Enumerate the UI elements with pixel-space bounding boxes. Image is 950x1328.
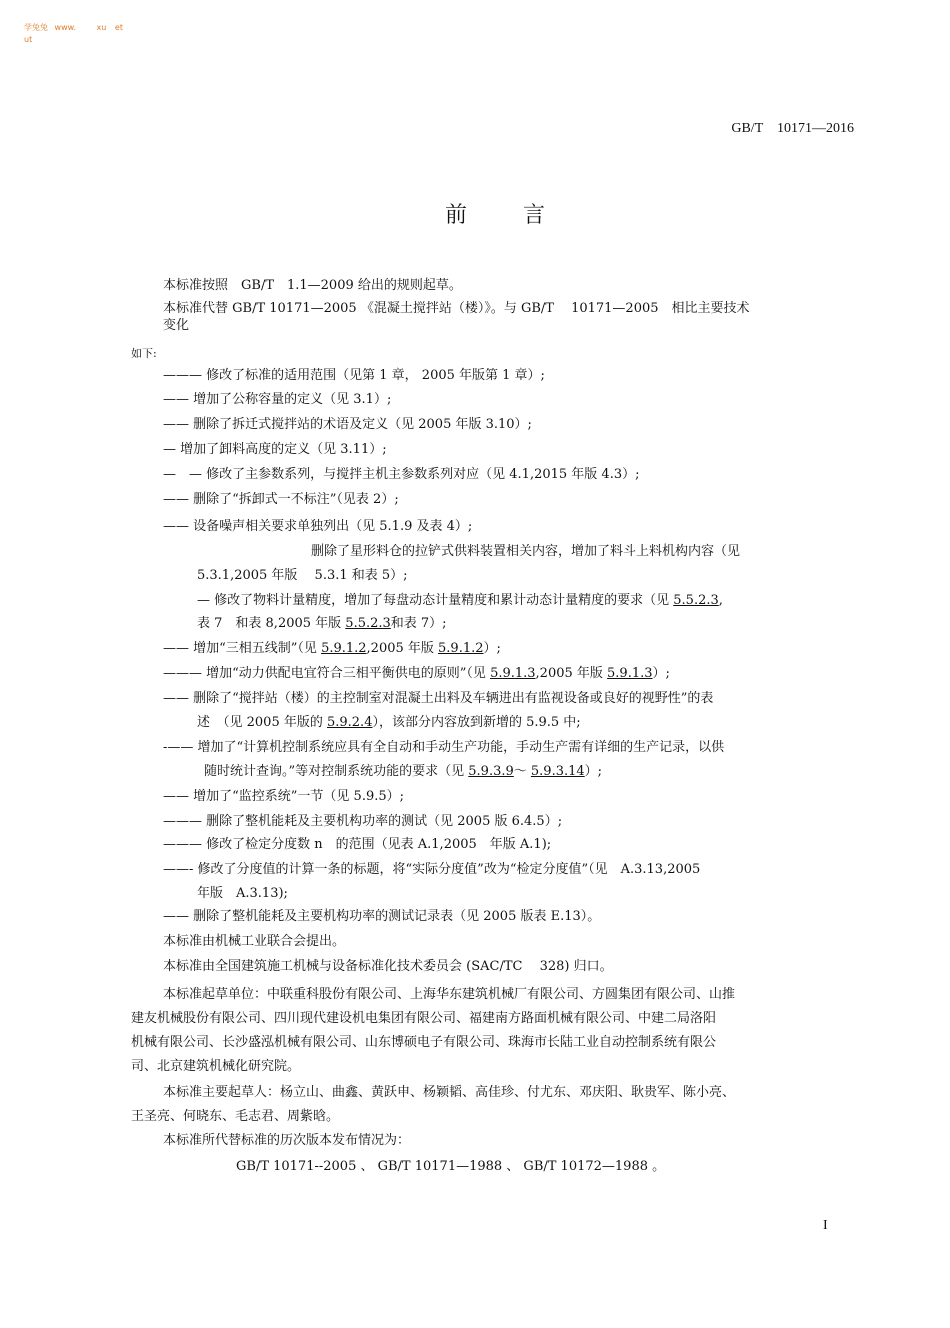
paragraph-drafters: 本标准主要起草人：杨立山、曲鑫、黄跃申、杨颖韬、高佳珍、付尤东、邓庆阳、耿贵军、陈小亮、 xyxy=(163,1085,736,1100)
watermark-url-part: xu xyxy=(96,23,107,32)
change-item-cont xyxy=(197,714,581,731)
paragraph-history-editions: GB/T 10171--2005 、 GB/T 10171—1988 、 GB/T 10172—1988 。 xyxy=(236,1159,666,1174)
change-text: ）; xyxy=(584,764,603,779)
clause-reference: 5.9.1.3 xyxy=(490,666,536,681)
change-text: ,2005 年版 xyxy=(366,641,439,656)
change-item: ——- 修改了分度值的计算一条的标题，将“实际分度值”改为“检定分度值”（见 A.3.13,2005 xyxy=(163,862,701,877)
change-text: 和表 7）; xyxy=(390,616,447,631)
change-item-cont: 年版 A.3.13); xyxy=(197,886,288,901)
paragraph-replaces: 本标准代替 GB/T 10171—2005 《混凝土搅拌站（楼）》。与 GB/T 10171—2005 相比主要技术 xyxy=(163,301,750,316)
document-code: GB/T 10171—2016 xyxy=(731,121,854,136)
clause-reference: 5.9.3.9 xyxy=(468,764,514,779)
change-item-cont xyxy=(197,615,447,632)
change-item: —— 删除了“搅拌站（楼）的主控制室对混凝土出料及车辆进出有监视设备或良好的视野性”的表 xyxy=(163,691,714,706)
clause-reference: 5.5.2.3 xyxy=(673,593,719,608)
change-text: 述 （见 2005 年版的 xyxy=(197,715,327,730)
clause-reference: 5.9.2.4 xyxy=(326,715,373,730)
page-number: I xyxy=(823,1218,828,1233)
change-item xyxy=(163,665,670,682)
watermark-url-part: ut xyxy=(24,35,33,44)
change-item-cont xyxy=(204,763,602,780)
clause-reference: 5.9.1.3 xyxy=(607,666,653,681)
change-item xyxy=(163,640,501,657)
change-item: — — 修改了主参数系列，与搅拌主机主参数系列对应（见 4.1,2015 年版 4.3）; xyxy=(163,467,640,482)
change-item: — 增加了卸料高度的定义（见 3.11）; xyxy=(163,442,387,457)
page-title xyxy=(445,198,545,229)
change-item: ——— 删除了整机能耗及主要机构功率的测试（见 2005 版 6.4.5）; xyxy=(163,814,563,829)
paragraph-as-follows: 如下: xyxy=(131,347,157,360)
change-text: ），该部分内容放到新增的 5.9.5 中; xyxy=(372,715,581,730)
watermark-brand: 学兔兔 xyxy=(24,23,48,32)
change-item-cont: 5.3.1,2005 年版 5.3.1 和表 5）; xyxy=(197,568,408,583)
change-item: —— 删除了“拆卸式一不标注”（见表 2）; xyxy=(163,492,399,507)
watermark xyxy=(24,22,123,33)
change-item: —— 删除了拆迁式搅拌站的术语及定义（见 2005 年版 3.10）; xyxy=(163,417,532,432)
change-item: ——— 修改了检定分度数 n 的范围（见表 A.1,2005 年版 A.1); xyxy=(163,837,552,852)
clause-reference: 5.9.1.2 xyxy=(321,641,367,656)
watermark-url-part: www. xyxy=(54,23,76,32)
paragraph-history: 本标准所代替标准的历次版本发布情况为： xyxy=(163,1133,411,1148)
change-text: 随时统计查询。”等对控制系统功能的要求（见 xyxy=(204,764,469,779)
change-item xyxy=(197,592,723,609)
paragraph-replaces-cont: 变化 xyxy=(163,318,190,333)
change-item: —— 增加了公称容量的定义（见 3.1）; xyxy=(163,392,392,407)
change-text: ,2005 年版 xyxy=(535,666,608,681)
paragraph-drafting-units-cont: 建友机械股份有限公司、四川现代建设机电集团有限公司、福建南方路面机械有限公司、中建二局洛阳 xyxy=(131,1011,717,1026)
title-char: 言 xyxy=(523,203,546,228)
change-text: ～ xyxy=(513,764,531,779)
change-text: , xyxy=(718,593,723,608)
paragraph-drafters-cont: 王圣亮、何晓东、毛志君、周紫晗。 xyxy=(131,1109,340,1124)
clause-reference: 5.9.3.14 xyxy=(530,764,585,779)
clause-reference: 5.9.1.2 xyxy=(438,641,484,656)
change-text: ）; xyxy=(652,666,670,681)
change-text: ——— 增加“动力供配电宜符合三相平衡供电的原则”（见 xyxy=(163,666,491,681)
watermark-url-part: et xyxy=(114,23,123,32)
paragraph-drafting-units-cont: 司、北京建筑机械化研究院。 xyxy=(131,1059,301,1074)
change-item: —— 设备噪声相关要求单独列出（见 5.1.9 及表 4）; xyxy=(163,519,473,534)
paragraph-drafting-units-cont: 机械有限公司、长沙盛泓机械有限公司、山东博硕电子有限公司、珠海市长陆工业自动控制系统有限公 xyxy=(131,1035,717,1050)
paragraph-drafting-rules: 本标准按照 GB/T 1.1—2009 给出的规则起草。 xyxy=(163,278,462,293)
paragraph-centralized-by: 本标准由全国建筑施工机械与设备标准化技术委员会 (SAC/TC 328) 归口。 xyxy=(163,959,613,974)
paragraph-proposed-by: 本标准由机械工业联合会提出。 xyxy=(163,934,346,949)
change-text: 表 7 和表 8,2005 年版 xyxy=(197,616,346,631)
change-item: ——— 修改了标准的适用范围（见第 1 章， 2005 年版第 1 章）; xyxy=(163,368,545,383)
title-char: 前 xyxy=(445,203,468,228)
change-item: —— 增加了“监控系统”一节（见 5.9.5）; xyxy=(163,789,405,804)
change-text: —— 增加“三相五线制”（见 xyxy=(163,641,322,656)
change-text: ）; xyxy=(483,641,501,656)
clause-reference: 5.5.2.3 xyxy=(345,616,391,631)
change-item: -—— 增加了“计算机控制系统应具有全自动和手动生产功能，手动生产需有详细的生产记录，以供 xyxy=(163,740,725,755)
change-item: 删除了星形料仓的拉铲式供料装置相关内容，增加了料斗上料机构内容（见 xyxy=(311,544,741,559)
change-text: — 修改了物料计量精度，增加了每盘动态计量精度和累计动态计量精度的要求（见 xyxy=(197,593,674,608)
paragraph-drafting-units: 本标准起草单位：中联重科股份有限公司、上海华东建筑机械厂有限公司、方圆集团有限公司、山推 xyxy=(163,987,736,1002)
change-item: —— 删除了整机能耗及主要机构功率的测试记录表（见 2005 版表 E.13）。 xyxy=(163,909,601,924)
